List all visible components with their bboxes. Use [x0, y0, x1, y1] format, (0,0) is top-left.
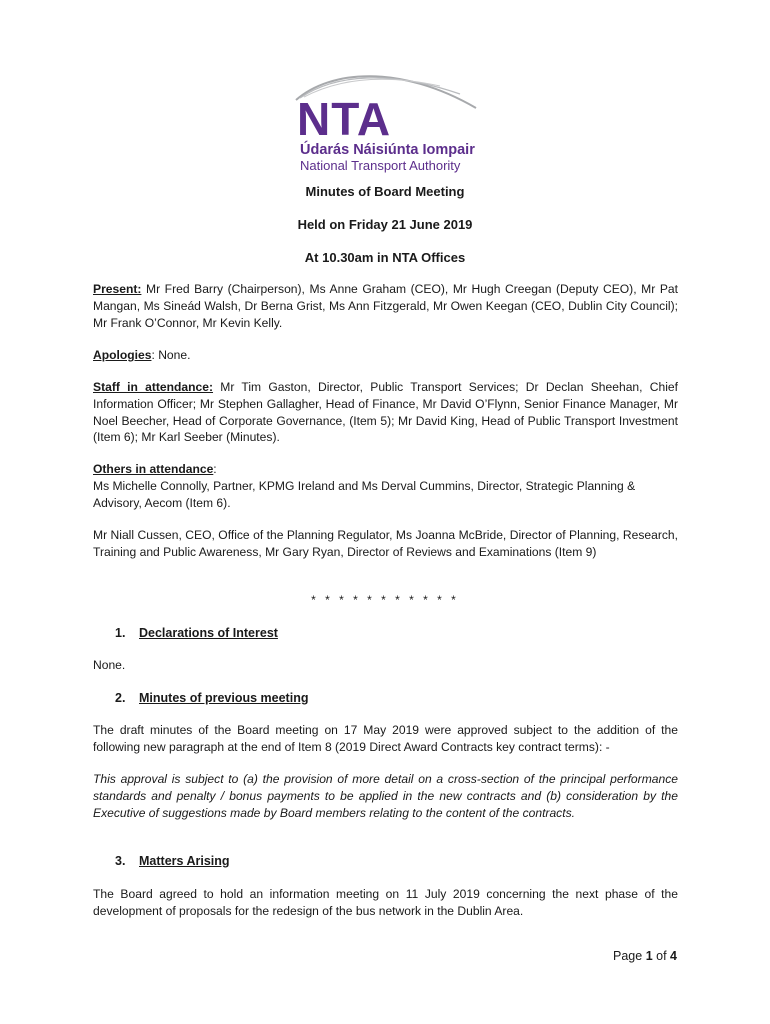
item-title: Declarations of Interest — [139, 626, 278, 640]
others-paragraph-2: Mr Niall Cussen, CEO, Office of the Planning Regulator, Ms Joanna McBride, Director of Planning, Research, Training and Public Awareness, Mr Gary Ryan, Director of Reviews and Examinations (Item 9) — [93, 528, 678, 559]
apologies-label: Apologies — [93, 348, 152, 362]
meeting-time-location: At 10.30am in NTA Offices — [304, 250, 466, 265]
logo-mark: NTA — [297, 93, 392, 145]
meeting-date: Held on Friday 21 June 2019 — [297, 217, 473, 232]
staff-text: Mr Tim Gaston, Director, Public Transport Services; Dr Declan Sheehan, Chief Information Officer; Mr Stephen Gallagher, Head of Finance, Mr David O’Flynn, Senior Finance Manager, Mr Noel Beecher, Head of Corporate Governance, (Item 5); Mr David King, Head of Public Transport Investment (Item 6); Mr Karl Seeber (Minutes). — [93, 380, 678, 445]
item-body-1: None. — [93, 658, 126, 672]
item-body-3: The Board agreed to hold an information meeting on 11 July 2019 concerning the next phase of the development of proposals for the redesign of the bus network in the Dublin Area. — [93, 887, 678, 918]
present-paragraph — [93, 281, 678, 331]
item-number: 2. — [115, 691, 126, 705]
item-number: 3. — [115, 854, 126, 868]
item-body-2: The draft minutes of the Board meeting on 17 May 2019 were approved subject to the addition of the following new paragraph at the end of Item 8 (2019 Direct Award Contracts key contract terms): - — [93, 723, 678, 754]
present-text: Mr Fred Barry (Chairperson), Ms Anne Graham (CEO), Mr Hugh Creegan (Deputy CEO), Mr Pat Mangan, Ms Sineád Walsh, Dr Berna Grist, Ms Ann Fitzgerald, Mr Owen Keegan (CEO, Dublin City Council); Mr Frank O’Connor, Mr Kevin Kelly. — [93, 282, 678, 330]
separator: * * * * * * * * * * * — [311, 593, 459, 607]
others-suffix: : — [213, 462, 217, 476]
others-label: Others in attendance — [93, 462, 214, 476]
apologies-text: : None. — [151, 348, 191, 362]
others-line: Ms Michelle Connolly, Partner, KPMG Ireland and Ms Derval Cummins, Director, Strategic Planning & Advisory, Aecom (Item 6). — [93, 478, 636, 510]
staff-paragraph — [93, 379, 678, 446]
item-heading-2 — [115, 690, 308, 706]
item-number: 1. — [115, 626, 126, 640]
present-label: Present: — [93, 282, 142, 296]
page-title: Minutes of Board Meeting — [305, 184, 465, 199]
page-current: 1 — [645, 949, 653, 963]
of-word: of — [656, 949, 667, 963]
item-title: Minutes of previous meeting — [139, 691, 309, 705]
page-word: Page — [613, 949, 643, 963]
page-total: 4 — [670, 949, 677, 963]
page-number — [560, 948, 677, 964]
apologies-paragraph — [93, 347, 678, 364]
item-heading-1 — [115, 625, 278, 641]
others-paragraph — [93, 461, 678, 511]
item-heading-3 — [115, 853, 230, 869]
staff-label: Staff in attendance: — [93, 380, 214, 394]
item-quote-2: This approval is subject to (a) the provision of more detail on a cross-section of the principal performance standards and penalty / bonus payments to be applied in the new contracts and (b) consideration by the Executive of suggestions made by Board members relating to the content of the contracts. — [93, 772, 678, 820]
item-title: Matters Arising — [139, 854, 230, 868]
logo-irish-name: Údarás Náisiúnta Iompair — [300, 142, 475, 158]
logo-english-name: National Transport Authority — [300, 158, 461, 173]
